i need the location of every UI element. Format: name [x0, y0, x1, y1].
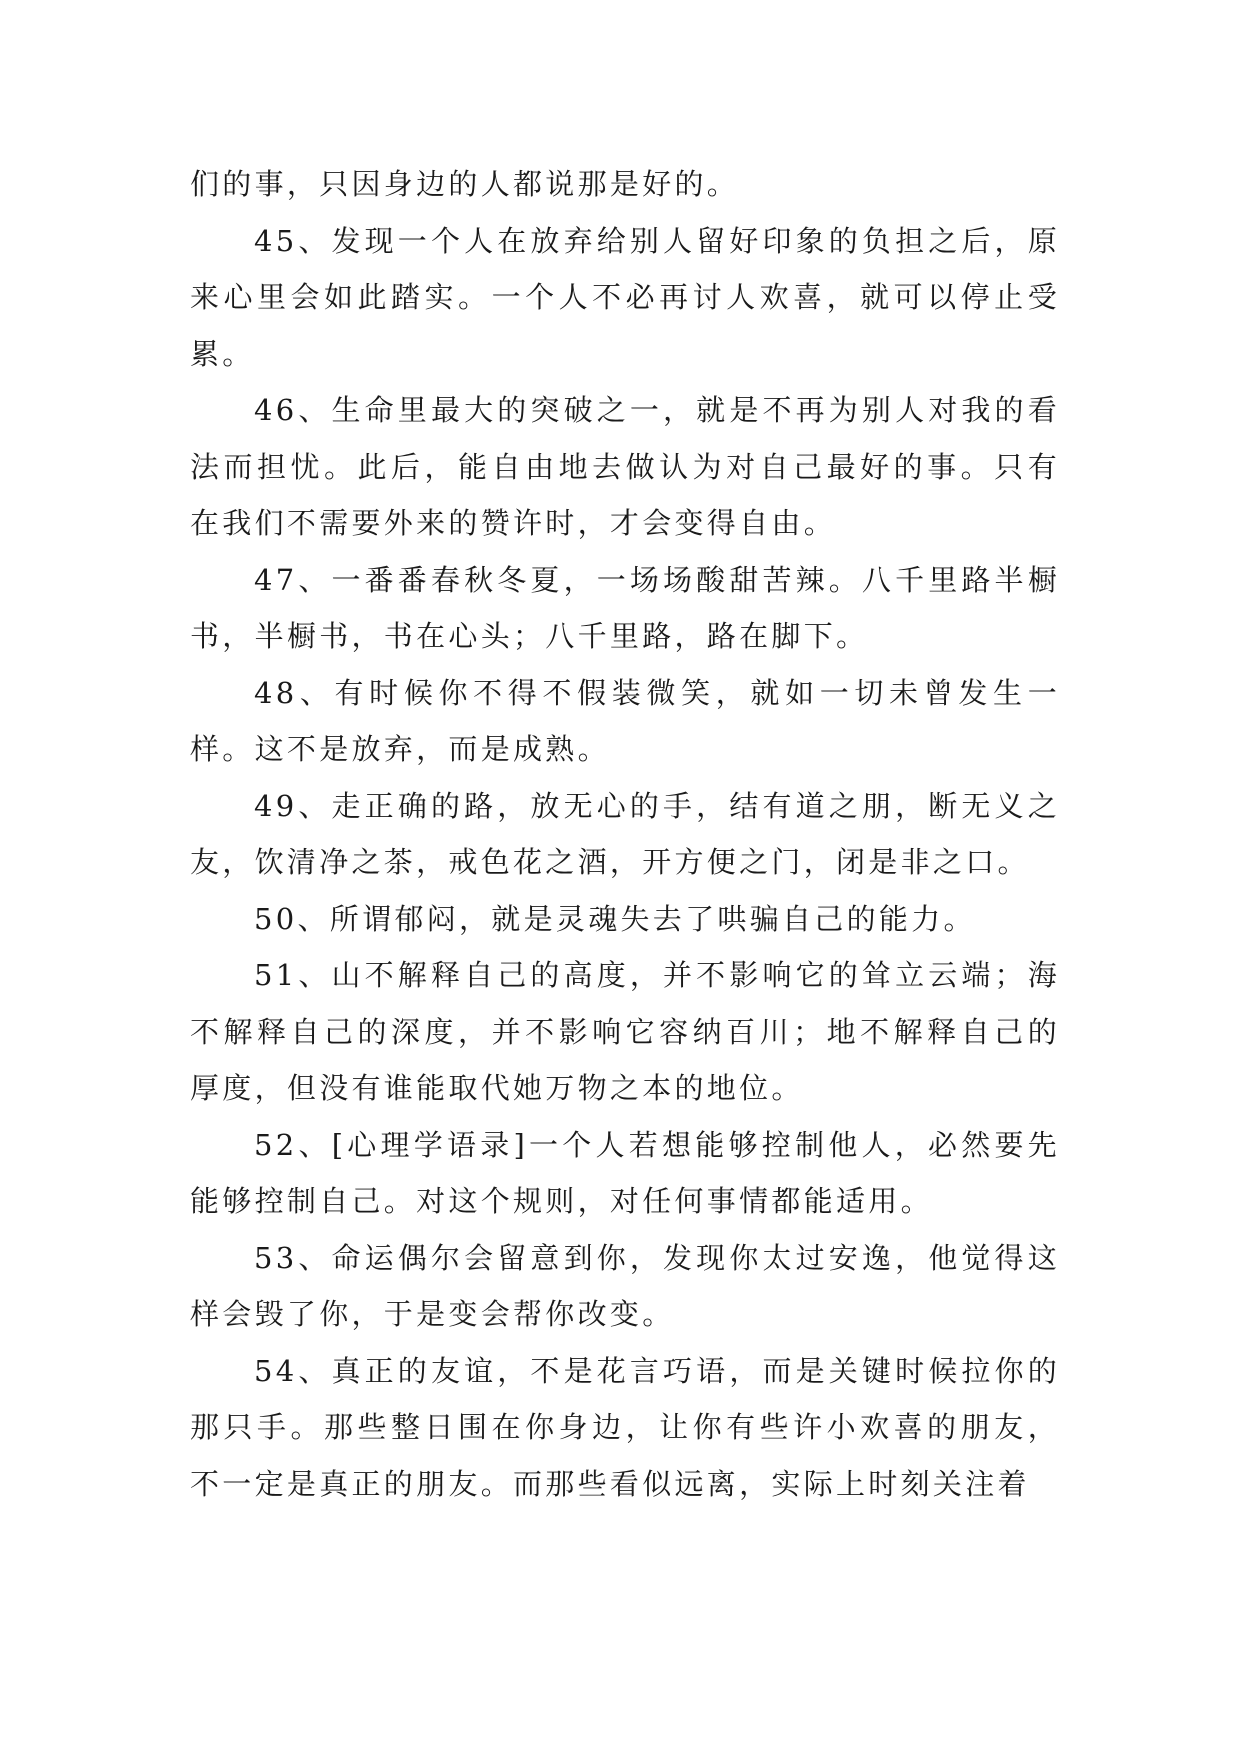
paragraph-45: 45、发现一个人在放弃给别人留好印象的负担之后，原来心里会如此踏实。一个人不必再讨人欢喜，就可以停止受累。 [190, 223, 1060, 371]
paragraph-47: 47、一番番春秋冬夏，一场场酸甜苦辣。八千里路半橱书，半橱书，书在心头；八千里路，路在脚下。 [190, 562, 1060, 653]
paragraph-52: 52、[心理学语录]一个人若想能够控制他人，必然要先能够控制自己。对这个规则，对任何事情都能适用。 [190, 1127, 1060, 1218]
paragraph-46: 46、生命里最大的突破之一，就是不再为别人对我的看法而担忧。此后，能自由地去做认为对自己最好的事。只有在我们不需要外来的赞许时，才会变得自由。 [190, 393, 1060, 540]
paragraph-49: 49、走正确的路，放无心的手，结有道之朋，断无义之友，饮清净之茶，戒色花之酒，开方便之门，闭是非之口。 [190, 788, 1060, 879]
paragraph-53: 53、命运偶尔会留意到你，发现你太过安逸，他觉得这样会毁了你，于是变会帮你改变。 [190, 1240, 1060, 1331]
paragraph-51: 51、山不解释自己的高度，并不影响它的耸立云端；海不解释自己的深度，并不影响它容纳百川；地不解释自己的厚度，但没有谁能取代她万物之本的地位。 [190, 958, 1060, 1105]
document-body [190, 156, 1060, 1512]
paragraph-54: 54、真正的友谊，不是花言巧语，而是关键时候拉你的那只手。那些整日围在你身边，让你有些许小欢喜的朋友，不一定是真正的朋友。而那些看似远离，实际上时刻关注着 [190, 1353, 1060, 1501]
paragraph-50: 50、所谓郁闷，就是灵魂失去了哄骗自己的能力。 [254, 901, 976, 936]
paragraph-continuation: 们的事，只因身边的人都说那是好的。 [190, 167, 740, 201]
paragraph-48: 48、有时候你不得不假装微笑，就如一切未曾发生一样。这不是放弃，而是成熟。 [190, 675, 1060, 766]
